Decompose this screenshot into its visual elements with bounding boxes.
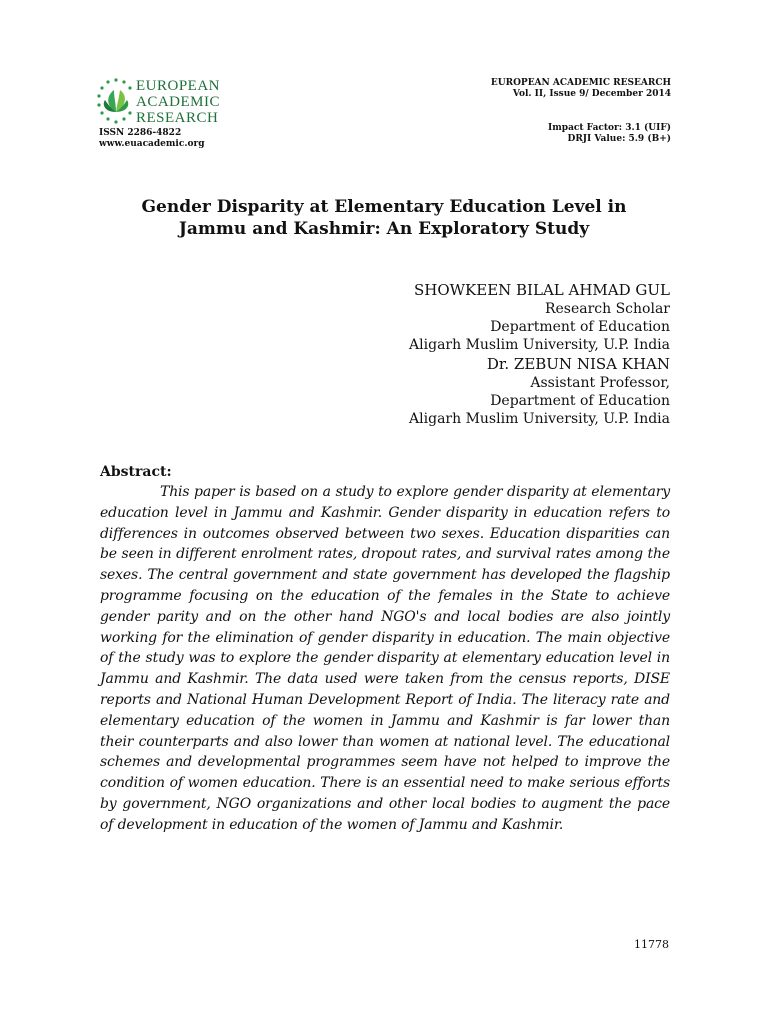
leaf-wreath-icon <box>96 76 136 132</box>
author-1-role: Research Scholar <box>544 301 670 317</box>
abstract-heading: Abstract: <box>100 464 172 480</box>
issn-block <box>99 128 205 150</box>
journal-logo <box>96 76 276 132</box>
paper-title-line-2: Jammu and Kashmir: An Exploratory Study <box>178 219 590 239</box>
author-1-university: Aligarh Muslim University, U.P. India <box>409 337 670 353</box>
journal-volume: Vol. II, Issue 9/ December 2014 <box>512 89 671 99</box>
author-2-role: Assistant Professor, <box>530 375 670 391</box>
author-2-university: Aligarh Muslim University, U.P. India <box>409 411 670 427</box>
paper-title <box>96 196 672 240</box>
logo-line-1: EUROPEAN <box>136 78 221 94</box>
author-1-name: SHOWKEEN BILAL AHMAD GUL <box>413 281 670 299</box>
website: www.euacademic.org <box>99 139 205 149</box>
logo-line-2: ACADEMIC <box>136 94 221 110</box>
journal-name: EUROPEAN ACADEMIC RESEARCH <box>490 78 671 88</box>
authors-block <box>409 280 670 428</box>
journal-info <box>491 78 671 100</box>
page-number: 11778 <box>634 938 669 951</box>
abstract-section <box>100 462 670 836</box>
paper-title-line-1: Gender Disparity at Elementary Education Level in <box>141 197 627 217</box>
impact-info <box>548 123 671 145</box>
impact-factor: Impact Factor: 3.1 (UIF) <box>548 123 671 133</box>
drji-value: DRJI Value: 5.9 (B+) <box>567 134 671 144</box>
author-1-department: Department of Education <box>490 319 670 335</box>
author-2-department: Department of Education <box>490 393 670 409</box>
logo-line-3: RESEARCH <box>136 110 219 126</box>
author-2-name: Dr. ZEBUN NISA KHAN <box>486 355 670 373</box>
logo-text <box>136 78 220 126</box>
abstract-text: This paper is based on a study to explore gender disparity at elementary education level in Jammu and Kashmir. Gender disparity in education refers to differences in outcomes observed between two sexes. Education disparities can be seen in different enrolment rates, dropout rates, and survival rates among the sexes. The central government and state government has developed the flagship programme focusing on the education of the females in the State to achieve gender parity and on the other hand NGO's and local bodies are also jointly working for the elimination of gender disparity in education. The main objective of the study was to explore the gender disparity at elementary education level in Jammu and Kashmir. The data used were taken from the census reports, DISE reports and National Human Development Report of India. The literacy rate and elementary education of the women in Jammu and Kashmir is far lower than their counterparts and also lower than women at national level. The educational schemes and developmental programmes seem have not helped to improve the condition of women education. There is an essential need to make serious efforts by government, NGO organizations and other local bodies to augment the pace of development in education of the women of Jammu and Kashmir. <box>100 484 670 833</box>
issn: ISSN 2286-4822 <box>99 128 182 138</box>
